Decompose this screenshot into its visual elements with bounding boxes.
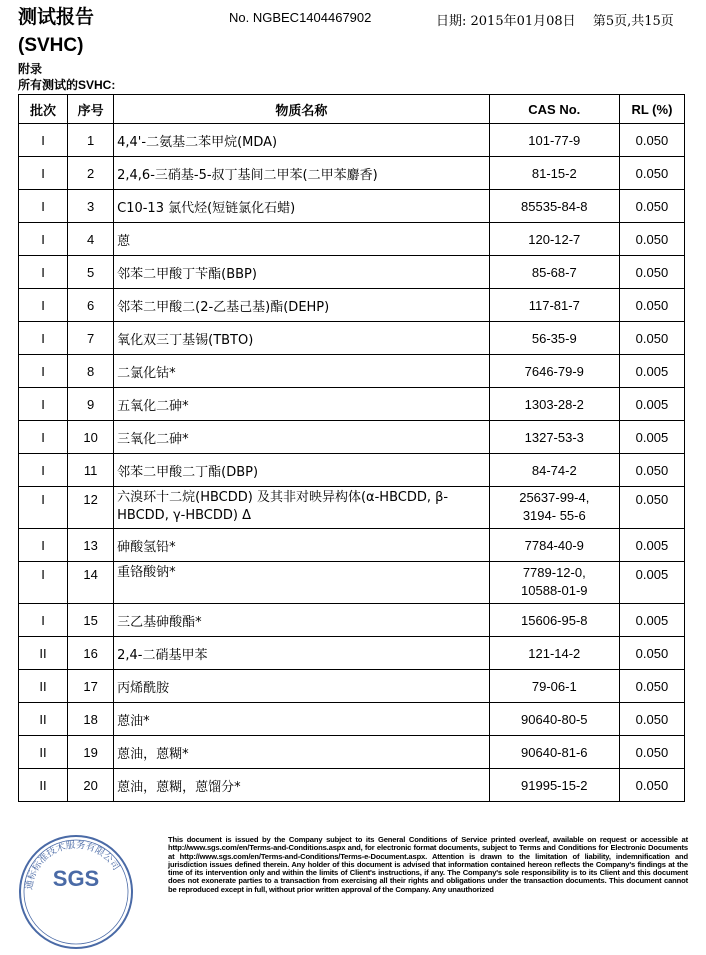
- table-row: [19, 529, 685, 562]
- reporting-limit-cell: 0.050: [619, 769, 684, 802]
- report-title: 测试报告: [18, 7, 95, 28]
- serial-number-cell: 19: [68, 736, 114, 769]
- reporting-limit-cell: 0.005: [619, 562, 684, 604]
- column-header-no: 序号: [68, 95, 114, 124]
- substance-name-cell: 六溴环十二烷(HBCDD) 及其非对映异构体(α-HBCDD, β-HBCDD, γ-HBCDD) Δ: [114, 487, 490, 529]
- cas-number-cell: [489, 703, 619, 736]
- batch-cell: I: [19, 256, 68, 289]
- column-header-cas: CAS No.: [489, 95, 619, 124]
- cas-number-cell: [489, 190, 619, 223]
- appendix-label: 附录: [18, 62, 43, 76]
- cas-number: 15606-95-8: [521, 612, 588, 628]
- table-row: [19, 256, 685, 289]
- serial-number-cell: 3: [68, 190, 114, 223]
- cas-number-cell: [489, 670, 619, 703]
- cas-number-cell: [489, 604, 619, 637]
- batch-cell: I: [19, 604, 68, 637]
- table-row: [19, 769, 685, 802]
- batch-cell: I: [19, 487, 68, 529]
- reporting-limit-cell: 0.050: [619, 289, 684, 322]
- cas-number-cell: [489, 487, 619, 529]
- cas-number: 25637-99-4,: [519, 490, 590, 505]
- table-row: [19, 388, 685, 421]
- cas-number: 85535-84-8: [521, 198, 588, 214]
- substance-name-cell: 蒽油，蒽糊*: [114, 736, 490, 769]
- cas-number-cell: [489, 454, 619, 487]
- report-date-pages: 日期: 2015年01月08日 第5页,共15页: [436, 14, 674, 29]
- cas-number-cell: [489, 223, 619, 256]
- batch-cell: II: [19, 670, 68, 703]
- table-row: [19, 190, 685, 223]
- report-number: No. NGBEC1404467902: [229, 10, 372, 25]
- substance-name-cell: 三乙基砷酸酯*: [114, 604, 490, 637]
- serial-number-cell: 4: [68, 223, 114, 256]
- column-header-substance: 物质名称: [114, 95, 490, 124]
- cas-number-cell: [489, 124, 619, 157]
- serial-number-cell: 10: [68, 421, 114, 454]
- serial-number-cell: 9: [68, 388, 114, 421]
- cas-number: 120-12-7: [528, 231, 581, 247]
- reporting-limit-cell: 0.005: [619, 355, 684, 388]
- batch-cell: I: [19, 562, 68, 604]
- seal-logo: SGS: [52, 866, 100, 891]
- batch-cell: II: [19, 703, 68, 736]
- serial-number-cell: 7: [68, 322, 114, 355]
- reporting-limit-cell: 0.050: [619, 322, 684, 355]
- svhc-table: [18, 94, 685, 802]
- serial-number-cell: 17: [68, 670, 114, 703]
- substance-name-cell: 五氧化二砷*: [114, 388, 490, 421]
- serial-number-cell: 11: [68, 454, 114, 487]
- serial-number-cell: 13: [68, 529, 114, 562]
- cas-number: 90640-81-6: [521, 744, 588, 760]
- serial-number-cell: 20: [68, 769, 114, 802]
- sgs-seal-icon: [14, 830, 139, 955]
- reporting-limit-cell: 0.005: [619, 604, 684, 637]
- serial-number-cell: 8: [68, 355, 114, 388]
- serial-number-cell: 16: [68, 637, 114, 670]
- batch-cell: I: [19, 322, 68, 355]
- reporting-limit-cell: 0.005: [619, 421, 684, 454]
- cas-number-cell: [489, 289, 619, 322]
- table-row: [19, 736, 685, 769]
- table-header-row: [19, 95, 685, 124]
- cas-number: 81-15-2: [531, 165, 577, 181]
- cas-number-cell: [489, 322, 619, 355]
- substance-name-cell: C10-13 氯代烃(短链氯化石蜡): [114, 190, 490, 223]
- batch-cell: I: [19, 355, 68, 388]
- cas-number: 117-81-7: [528, 297, 580, 313]
- table-row: [19, 454, 685, 487]
- report-title-svhc: (SVHC): [18, 35, 84, 56]
- seal-text: 通标标准技术服务有限公司: [23, 839, 122, 891]
- table-row: [19, 355, 685, 388]
- table-row: [19, 604, 685, 637]
- reporting-limit-cell: 0.005: [619, 529, 684, 562]
- substance-name-cell: 邻苯二甲酸丁苄酯(BBP): [114, 256, 490, 289]
- batch-cell: II: [19, 769, 68, 802]
- reporting-limit-cell: 0.050: [619, 454, 684, 487]
- substance-name-cell: 邻苯二甲酸二(2-乙基己基)酯(DEHP): [114, 289, 490, 322]
- substance-name-cell: 2,4,6-三硝基-5-叔丁基间二甲苯(二甲苯麝香): [114, 157, 490, 190]
- substance-name-cell: 蒽油*: [114, 703, 490, 736]
- cas-number-cell: [489, 736, 619, 769]
- batch-cell: II: [19, 736, 68, 769]
- cas-number-cell: [489, 529, 619, 562]
- cas-number-cell: [489, 355, 619, 388]
- substance-name-cell: 二氯化钴*: [114, 355, 490, 388]
- table-row: [19, 223, 685, 256]
- cas-number: 121-14-2: [528, 645, 581, 661]
- batch-cell: I: [19, 289, 68, 322]
- table-row: [19, 637, 685, 670]
- svhc-subtitle: 所有测试的SVHC:: [18, 78, 116, 92]
- table-row: [19, 322, 685, 355]
- column-header-batch: 批次: [19, 95, 68, 124]
- reporting-limit-cell: 0.050: [619, 256, 684, 289]
- substance-name-cell: 重铬酸钠*: [114, 562, 490, 604]
- table-row: [19, 124, 685, 157]
- cas-number-cell: [489, 421, 619, 454]
- cas-number: 90640-80-5: [521, 711, 588, 727]
- cas-number: 3194- 55-6: [522, 508, 586, 523]
- batch-cell: I: [19, 190, 68, 223]
- cas-number: 84-74-2: [531, 462, 577, 478]
- reporting-limit-cell: 0.050: [619, 703, 684, 736]
- serial-number-cell: 1: [68, 124, 114, 157]
- cas-number-cell: [489, 157, 619, 190]
- substance-name-cell: 蒽: [114, 223, 490, 256]
- batch-cell: I: [19, 223, 68, 256]
- table-row: [19, 157, 685, 190]
- batch-cell: I: [19, 529, 68, 562]
- reporting-limit-cell: 0.005: [619, 388, 684, 421]
- legal-disclaimer: This document is issued by the Company subject to its General Conditions of Service printed overleaf, available on request or accessible at http://www.sgs.com/en/Terms-and-Conditions.aspx and, for electronic format documents, subject to Terms and Conditions for Electronic Documents at http://www.sgs.com/en/Terms-and-Conditions/Terms-e-Document.aspx. Attention is drawn to the limitation of liability, indemnification and jurisdiction issues defined therein. Any holder of this document is advised that information contained hereon reflects the Company's findings at the time of its intervention only and within the limits of Client's instructions, if any. The Company's sole responsibility is to its Client and this document does not exonerate parties to a transaction from exercising all their rights and obligations under the transaction documents. This document cannot be reproduced except in full, without prior written approval of the Company. Any unauthorized: [168, 835, 688, 894]
- serial-number-cell: 14: [68, 562, 114, 604]
- cas-number: 7789-12-0,: [522, 565, 586, 580]
- reporting-limit-cell: 0.050: [619, 157, 684, 190]
- reporting-limit-cell: 0.050: [619, 223, 684, 256]
- substance-name-cell: 邻苯二甲酸二丁酯(DBP): [114, 454, 490, 487]
- reporting-limit-cell: 0.050: [619, 487, 684, 529]
- table-row: [19, 487, 685, 529]
- substance-name-cell: 2,4-二硝基甲苯: [114, 637, 490, 670]
- table-row: [19, 289, 685, 322]
- substance-name-cell: 三氧化二砷*: [114, 421, 490, 454]
- cas-number: 7646-79-9: [524, 363, 584, 379]
- serial-number-cell: 18: [68, 703, 114, 736]
- batch-cell: I: [19, 421, 68, 454]
- cas-number: 85-68-7: [531, 264, 577, 280]
- batch-cell: I: [19, 388, 68, 421]
- substance-name-cell: 蒽油，蒽糊，蒽馏分*: [114, 769, 490, 802]
- batch-cell: I: [19, 157, 68, 190]
- substance-name-cell: 丙烯酰胺: [114, 670, 490, 703]
- batch-cell: I: [19, 454, 68, 487]
- serial-number-cell: 12: [68, 487, 114, 529]
- table-row: [19, 421, 685, 454]
- serial-number-cell: 15: [68, 604, 114, 637]
- cas-number: 56-35-9: [531, 330, 577, 346]
- cas-number-cell: [489, 256, 619, 289]
- serial-number-cell: 5: [68, 256, 114, 289]
- column-header-rl: RL (%): [619, 95, 684, 124]
- substance-name-cell: 氧化双三丁基锡(TBTO): [114, 322, 490, 355]
- batch-cell: I: [19, 124, 68, 157]
- reporting-limit-cell: 0.050: [619, 736, 684, 769]
- batch-cell: II: [19, 637, 68, 670]
- cas-number-cell: [489, 637, 619, 670]
- table-row: [19, 670, 685, 703]
- substance-name-cell: 4,4'-二氨基二苯甲烷(MDA): [114, 124, 490, 157]
- reporting-limit-cell: 0.050: [619, 190, 684, 223]
- serial-number-cell: 6: [68, 289, 114, 322]
- cas-number: 79-06-1: [531, 678, 577, 694]
- table-row: [19, 562, 685, 604]
- reporting-limit-cell: 0.050: [619, 637, 684, 670]
- serial-number-cell: 2: [68, 157, 114, 190]
- cas-number-cell: [489, 562, 619, 604]
- cas-number-cell: [489, 388, 619, 421]
- table-body: [19, 124, 685, 802]
- cas-number: 1327-53-3: [524, 429, 584, 445]
- cas-number: 101-77-9: [528, 132, 581, 148]
- table-row: [19, 703, 685, 736]
- cas-number: 91995-15-2: [521, 777, 588, 793]
- cas-number: 1303-28-2: [524, 396, 584, 412]
- cas-number-cell: [489, 769, 619, 802]
- substance-name-cell: 砷酸氢铅*: [114, 529, 490, 562]
- reporting-limit-cell: 0.050: [619, 124, 684, 157]
- reporting-limit-cell: 0.050: [619, 670, 684, 703]
- cas-number: 10588-01-9: [521, 583, 588, 598]
- cas-number: 7784-40-9: [524, 537, 584, 553]
